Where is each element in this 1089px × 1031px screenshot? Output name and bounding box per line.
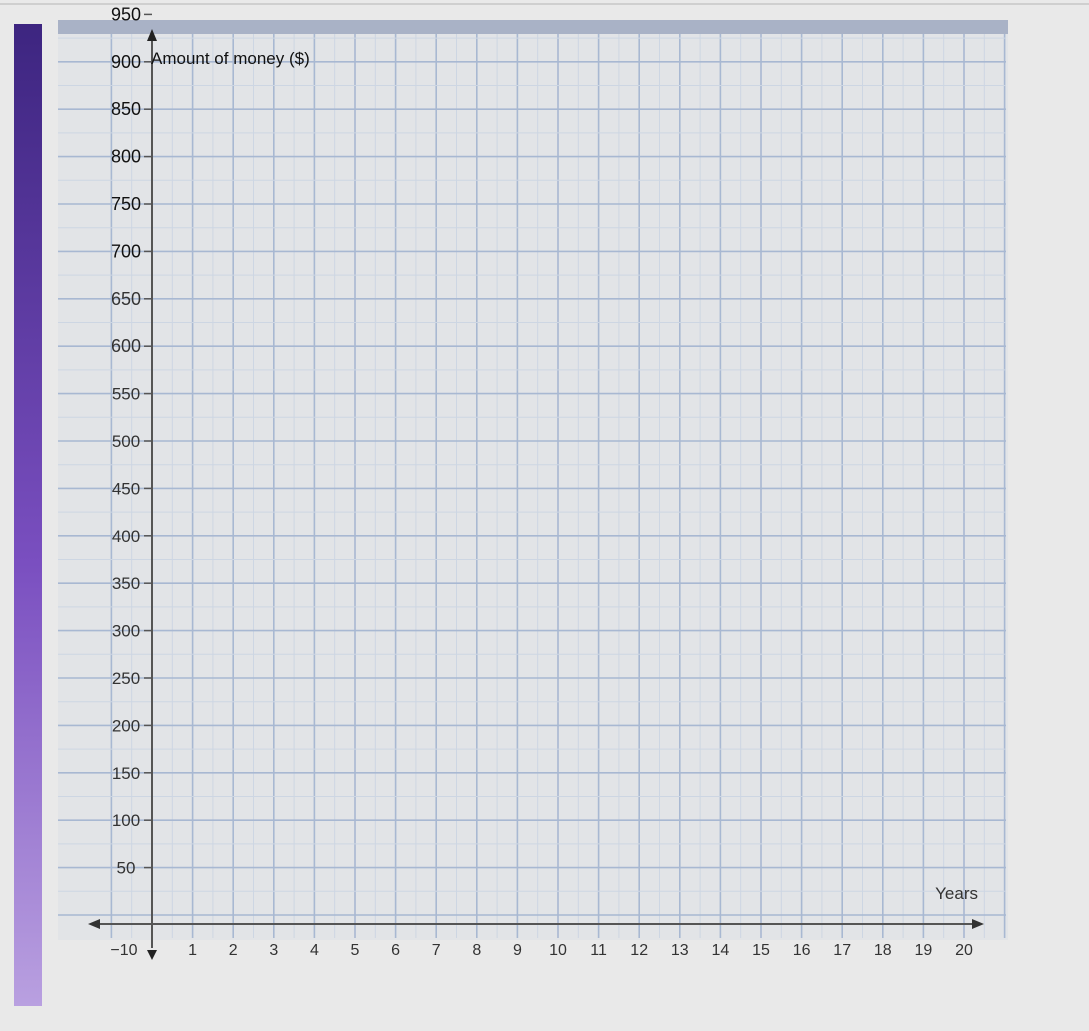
y-axis-down-arrow-icon [147, 950, 157, 960]
plot-background [58, 20, 1008, 940]
y-tick-label: 950 [110, 4, 142, 25]
y-tick-label: 250 [111, 669, 141, 688]
y-tick-label: 50 [116, 858, 136, 878]
y-tick-label: 850 [110, 99, 142, 120]
y-tick-label: 300 [111, 621, 141, 641]
y-tick-label: 550 [111, 384, 141, 404]
y-tick-label: 150 [111, 763, 141, 783]
y-tick-label: 700 [110, 241, 142, 262]
y-tick-label: 200 [111, 716, 141, 736]
x-tick-label: 8 [472, 942, 482, 959]
x-tick-label: 10 [549, 942, 567, 959]
x-tick-label: 19 [914, 942, 933, 959]
origin-tick-label: −10 [110, 942, 138, 959]
x-tick-label: 1 [188, 942, 198, 959]
y-tick-label: 600 [110, 336, 142, 357]
x-tick-label: 15 [752, 942, 770, 959]
y-tick-label: 900 [110, 51, 142, 72]
x-tick-label: 13 [670, 942, 689, 959]
x-tick-label: 2 [228, 942, 238, 959]
y-tick-label: 100 [111, 811, 141, 831]
x-tick-label: 4 [309, 942, 319, 959]
x-tick-label: 5 [350, 942, 360, 959]
y-tick-label: 750 [110, 194, 142, 214]
y-tick-label: 400 [111, 526, 141, 546]
x-tick-label: 12 [630, 942, 649, 959]
x-tick-label: 18 [873, 942, 892, 959]
y-axis-label: Amount of money ($) [151, 49, 310, 68]
y-tick-label: 800 [110, 146, 142, 167]
x-tick-label: 14 [711, 942, 730, 959]
header-band [58, 20, 1008, 34]
x-tick-label: 6 [391, 942, 401, 959]
x-tick-label: 16 [792, 942, 811, 959]
x-tick-label: 20 [955, 942, 973, 959]
x-tick-label: 7 [431, 942, 441, 959]
x-tick-label: 3 [269, 942, 279, 959]
y-tick-label: 650 [110, 288, 142, 309]
y-tick-label: 350 [111, 574, 141, 594]
x-axis-label: Years [935, 884, 978, 903]
x-tick-label: 17 [833, 942, 852, 959]
x-tick-label: 9 [512, 942, 522, 959]
x-tick-label: 11 [590, 942, 607, 959]
y-tick-label: 500 [111, 432, 141, 451]
y-tick-label: 450 [111, 479, 141, 499]
